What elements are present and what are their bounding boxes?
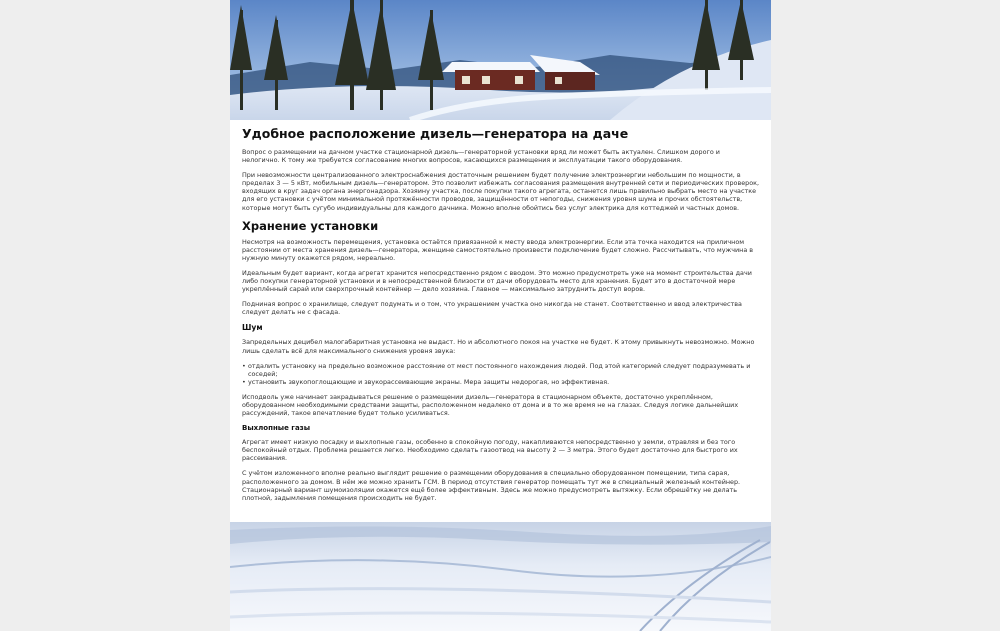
exhaust-paragraph-1: Агрегат имеет низкую посадку и выхлопные газы, особенно в спокойную погоду, накапливаются непосредственно у земли, отравляя и без того беспокойный отдых. Проблема решается легко. Необходимо сделать газоотвод на высоту 2 — 3 метра. Этого будет достаточно для быстрого их рассеивания. bbox=[242, 438, 738, 463]
hero-image-snowy-field bbox=[230, 522, 771, 631]
intro-paragraph-1: Вопрос о размещении на дачном участке стационарной дизель—генераторной установки вряд ли может быть актуален. Слишком дорого и нелогично. К тому же требуется согласование многих вопросов, касающихся размещения и эксплуатации такого оборудования. bbox=[242, 148, 720, 165]
hero-image-snowy-cabin bbox=[230, 0, 771, 120]
storage-paragraph-3: Подниная вопрос о хранилище, следует подумать и о том, что украшением участка оно никогда не станет. Соответственно и ввод электричества следует делать не с фасада. bbox=[242, 300, 742, 317]
noise-list bbox=[242, 362, 759, 386]
list-item: • отдалить установку на предельно возможное расстояние от мест постоянного нахождения людей. Под этой категорией следует подразумевать и соседей; bbox=[242, 362, 759, 378]
snowy-cabin-illustration bbox=[230, 0, 771, 120]
list-item: • установить звукопоглощающие и звукорассеивающие экраны. Мера защиты недорогая, но эффективная. bbox=[242, 378, 759, 386]
exhaust-paragraph-2: С учётом изложенного вполне реально выглядит решение о размещении оборудования в специально оборудованном помещении, типа сарая, расположенного за домом. В нём же можно хранить ГСМ. В период отсутствия генератор помещать тут же в специальный железный контейнер. Стационарный вариант шумоизоляции окажется ещё более эффективным. Здесь же можно предусмотреть вытяжку. Если обрешётку не делать плотной, задымления помещения происходить не будет. bbox=[242, 469, 741, 502]
noise-after-paragraph: Исподволь уже начинает закрадываться решение о размещении дизель—генератора в стационарном объекте, достаточно укреплённом, оборудованном необходимыми средствами защиты, расположенном недалеко от дома и в то же время не на глазах. Следуя логике дальнейших рассуждений, такое впечатление будет только усиливаться. bbox=[242, 392, 739, 418]
storage-paragraph-2: Идеальным будет вариант, когда агрегат хранится непосредственно рядом с вводом. Это можно предусмотреть уже на момент строительства дачи либо покупки генераторной установки и в непосредственной близости от дачи оборудовать место для хранения. Будет это в достаточной мере укреплённый сарай или сверхпрочный контейнер — дело хозяина. Главное — максимально затруднить доступ воров. bbox=[242, 268, 752, 294]
snowy-field-illustration bbox=[230, 522, 771, 631]
article-title: Удобное расположение дизель—генератора на даче bbox=[242, 126, 629, 141]
storage-heading: Хранение установки bbox=[242, 218, 379, 233]
content-column bbox=[230, 0, 771, 631]
exhaust-heading: Выхлопные газы bbox=[242, 424, 311, 433]
noise-paragraph: Запредельных децибел малогабаритная установка не выдаст. Но и абсолютного покоя на участке не будет. К этому привыкнуть невозможно. Можно лишь сделать всё для максимального снижения уровня звука: bbox=[242, 338, 755, 355]
article bbox=[230, 120, 771, 502]
noise-heading: Шум bbox=[242, 323, 263, 333]
storage-paragraph-1: Несмотря на возможность перемещения, установка остаётся привязанной к месту ввода электроэнергии. Если эта точка находится на приличном расстоянии от места хранения дизель—генератора, женщине самостоятельно произвести подключение будет сложно. Рассчитывать, что мужчина в нужную минуту окажется рядом, нереально. bbox=[242, 237, 754, 262]
intro-paragraph-2: При невозможности централизованного электроснабжения достаточным решением будет получение электроэнергии небольшим по мощности, в пределах 3 — 5 кВт, мобильным дизель—генератором. Это позволит избежать согласования размещения внутренней сети и периодических проверок, входящих в круг задач органа энергонадзора. Хозяину участка, после покупки такого агрегата, останется лишь правильно выбрать место на участке для его установки с учётом минимальной протяжённости проводов, защищённости от непогоды, снижения уровня шума и прочих обстоятельств, которые могут быть сугубо индивидуальны для каждого дачника. Можно вполне обойтись без услуг электрика для коттеджей и частных домов. bbox=[242, 171, 760, 212]
